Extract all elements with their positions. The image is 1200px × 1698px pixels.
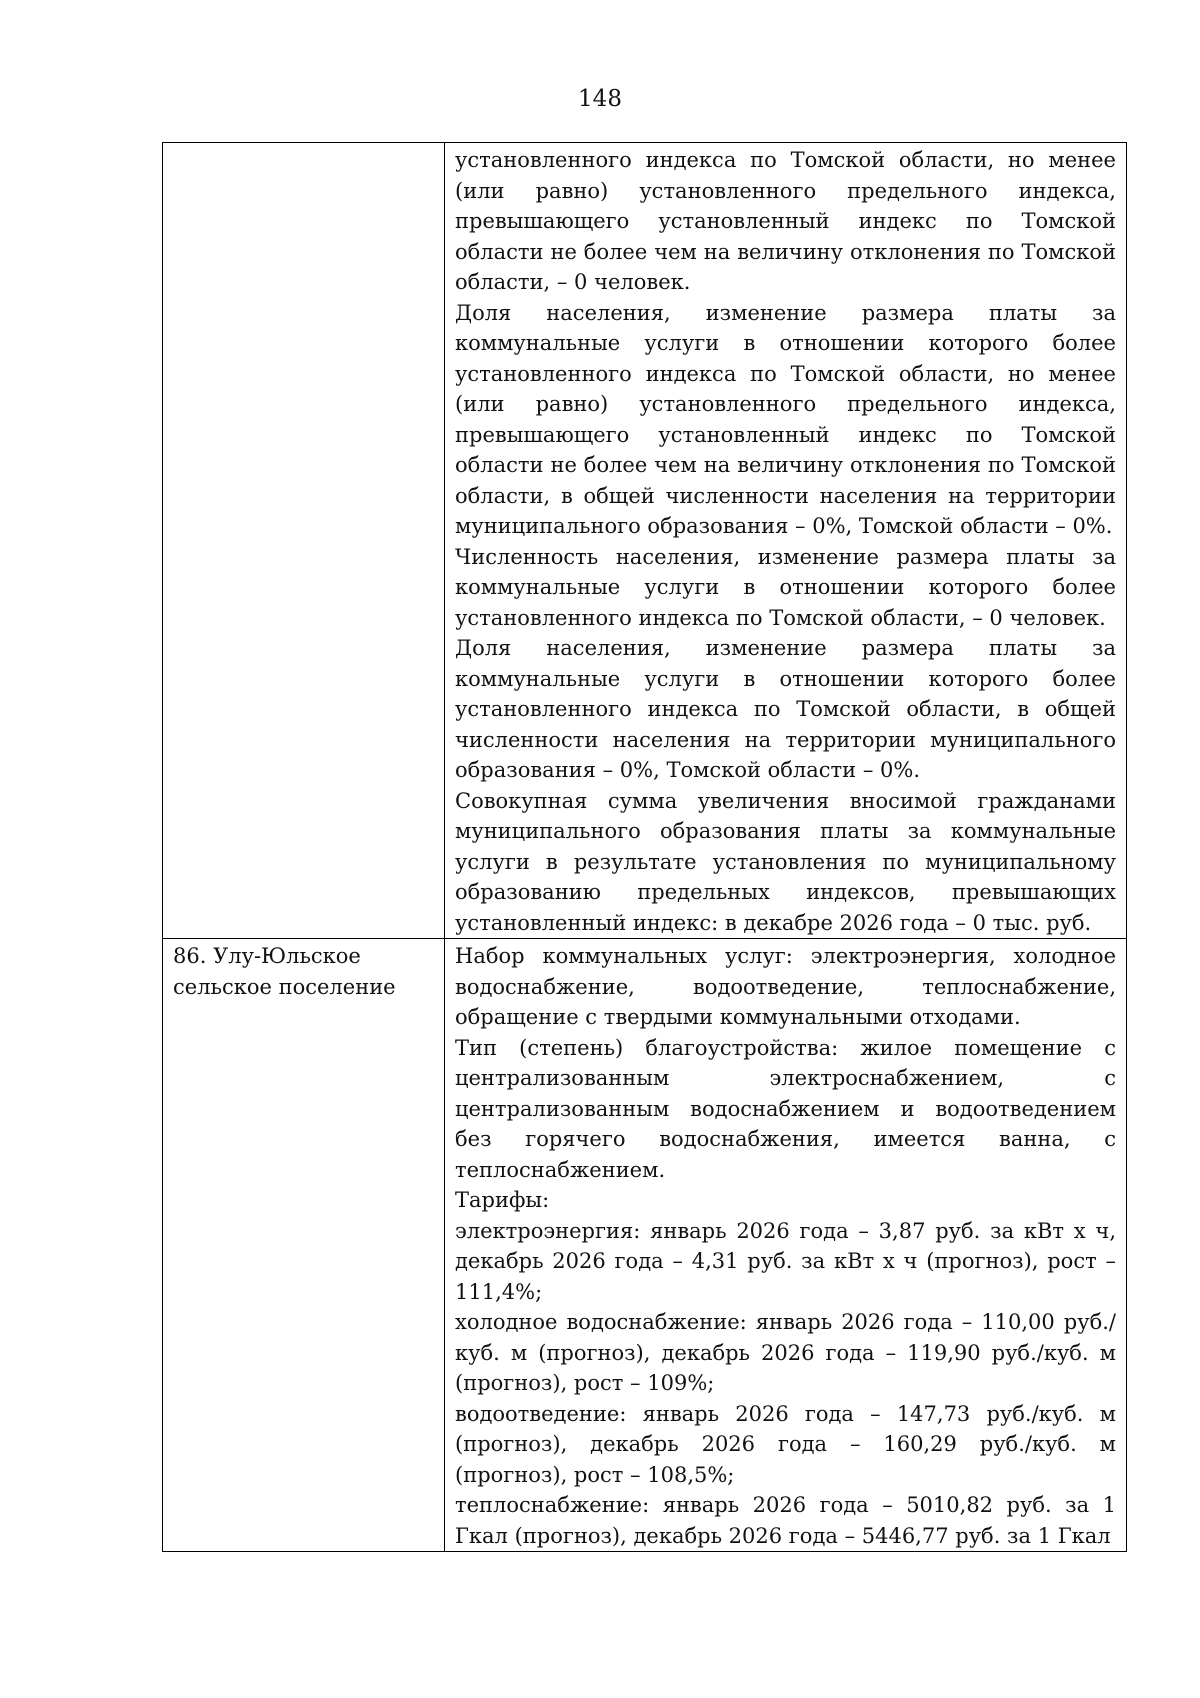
paragraph: Совокупная сумма увеличения вносимой гражданами муниципального образования платы за коммунальные услуги в результате установления по муниципальному образованию предельных индексов, превышающих установленный индекс: в декабре 2026 года – 0 тыс. руб. [455, 788, 1116, 935]
paragraph: Тип (степень) благоустройства: жилое помещение с централизованным электроснабжением, с централизованным водоснабжением и водоотведением без горячего водоснабжения, имеется ванна, с теплоснабжением. [455, 1035, 1116, 1182]
municipality-cell [163, 939, 445, 1552]
paragraph: установленного индекса по Томской области, но менее (или равно) установленного предельного индекса, превышающего установленный индекс по Томской области не более чем на величину отклонения по Томской области, – 0 человек. [455, 148, 1116, 294]
municipality-label: 86. Улу-Юльское сельское поселение [173, 944, 396, 999]
description-cell [445, 939, 1127, 1552]
municipality-table [162, 142, 1127, 1552]
paragraph: теплоснабжение: январь 2026 года – 5010,82 руб. за 1 Гкал (прогноз), декабрь 2026 года – 5446,77 руб. за 1 Гкал [455, 1493, 1116, 1548]
paragraph: электроэнергия: январь 2026 года – 3,87 руб. за кВт х ч, декабрь 2026 года – 4,31 руб. за кВт х ч (прогноз), рост – 111,4%; [455, 1218, 1116, 1304]
municipality-cell [163, 143, 445, 939]
paragraph: Численность населения, изменение размера платы за коммунальные услуги в отношении которого более установленного индекса по Томской области, – 0 человек. [455, 544, 1116, 630]
paragraph: водоотведение: январь 2026 года – 147,73 руб./куб. м (прогноз), декабрь 2026 года – 160,29 руб./куб. м (прогноз), рост – 108,5%; [455, 1401, 1116, 1487]
paragraph: холодное водоснабжение: январь 2026 года – 110,00 руб./куб. м (прогноз), декабрь 2026 года – 119,90 руб./куб. м (прогноз), рост – 109%; [455, 1310, 1116, 1395]
paragraph: Доля населения, изменение размера платы за коммунальные услуги в отношении которого более установленного индекса по Томской области, в общей численности населения на территории муниципального образования – 0%, Томской области – 0%. [455, 636, 1116, 782]
page-number: 148 [578, 86, 622, 112]
description-cell [445, 143, 1127, 939]
table-row [163, 939, 1127, 1552]
paragraph: Доля населения, изменение размера платы за коммунальные услуги в отношении которого более установленного индекса по Томской области, но менее (или равно) установленного предельного индекса, превышающего установленный индекс по Томской области не более чем на величину отклонения по Томской области, в общей численности населения на территории муниципального образования – 0%, Томской области – 0%. [455, 300, 1116, 538]
table-row [163, 143, 1127, 939]
paragraph: Набор коммунальных услуг: электроэнергия, холодное водоснабжение, водоотведение, теплоснабжение, обращение с твердыми коммунальными отходами. [455, 944, 1116, 1029]
paragraph: Тарифы: [455, 1188, 550, 1212]
